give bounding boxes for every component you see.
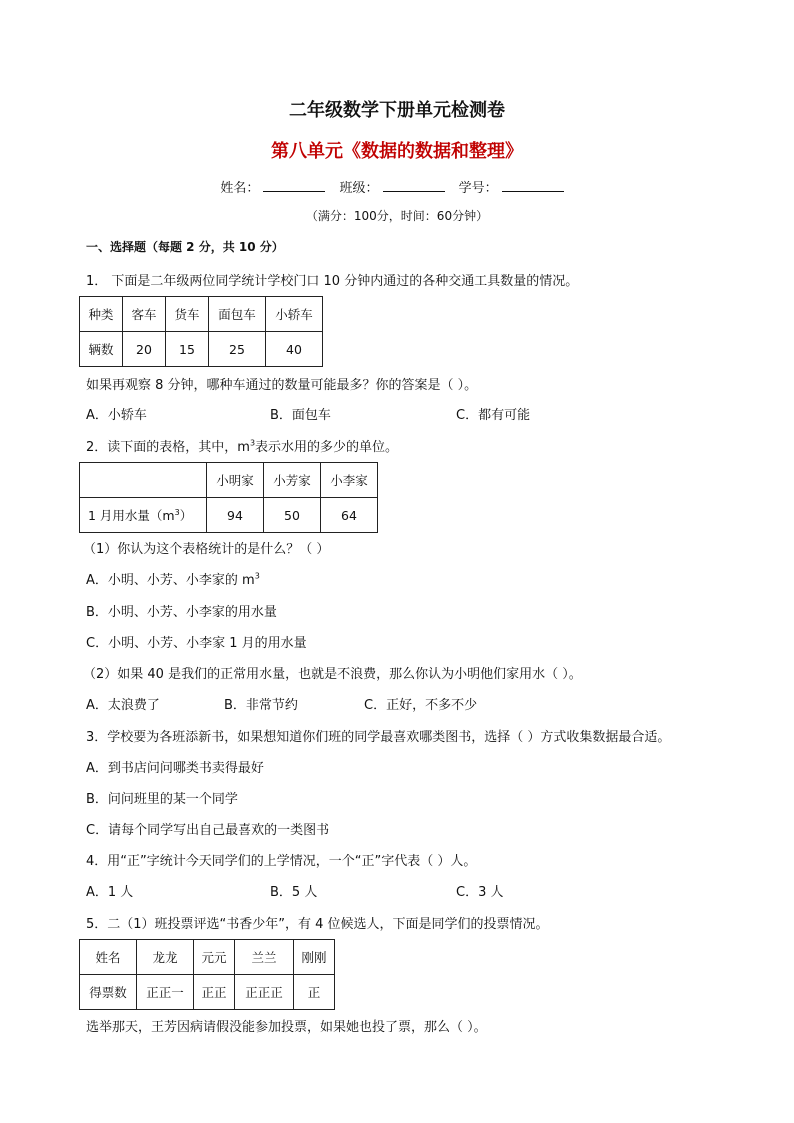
q4-option-c[interactable]: C．3 人 xyxy=(456,885,504,900)
name-label: 姓名： xyxy=(220,181,260,196)
table-cell: 15 xyxy=(166,332,209,367)
q2-table xyxy=(79,462,378,533)
table-cell: 正 xyxy=(294,975,335,1010)
table-cell: 正正正 xyxy=(235,975,294,1010)
table-row xyxy=(80,498,378,533)
q1-stem: 1． 下面是二年级两位同学统计学校门口 10 分钟内通过的各种交通工具数量的情况。 xyxy=(86,274,579,289)
table-cell: 种类 xyxy=(80,297,123,332)
table-cell: 小李家 xyxy=(321,463,378,498)
q2-sub2-option-c[interactable]: C．正好，不多不少 xyxy=(364,698,478,713)
table-cell: 正正一 xyxy=(137,975,194,1010)
table-cell: 40 xyxy=(266,332,323,367)
q2-sub2-option-b[interactable]: B．非常节约 xyxy=(224,698,298,713)
id-blank[interactable] xyxy=(502,179,564,192)
class-blank[interactable] xyxy=(383,179,445,192)
table-cell: 94 xyxy=(207,498,264,533)
q3-option-a[interactable]: A．到书店问问哪类书卖得最好 xyxy=(86,761,264,776)
table-cell: 小轿车 xyxy=(266,297,323,332)
q3-stem: 3．学校要为各班添新书，如果想知道你们班的同学最喜欢哪类图书，选择（ ）方式收集数据最合适。 xyxy=(86,730,671,745)
table-row xyxy=(80,297,323,332)
q1-question: 如果再观察 8 分钟，哪种车通过的数量可能最多？你的答案是（ ）。 xyxy=(86,378,478,393)
q1-option-c[interactable]: C．都有可能 xyxy=(456,408,531,423)
row-label-post: ） xyxy=(179,508,193,523)
table-cell: 20 xyxy=(123,332,166,367)
q1-option-a[interactable]: A．小轿车 xyxy=(86,408,147,423)
table-cell: 姓名 xyxy=(80,940,137,975)
table-cell: 元元 xyxy=(194,940,235,975)
q5-question: 选举那天，王芳因病请假没能参加投票，如果她也投了票，那么（ ）。 xyxy=(86,1020,487,1035)
q2-stem xyxy=(86,436,398,455)
table-cell: 客车 xyxy=(123,297,166,332)
table-cell: 正正 xyxy=(194,975,235,1010)
table-row xyxy=(80,975,335,1010)
table-cell: 50 xyxy=(264,498,321,533)
row-label-pre: 1 月用水量（m xyxy=(88,508,175,523)
table-row xyxy=(80,332,323,367)
table-cell: 辆数 xyxy=(80,332,123,367)
page-subtitle: 第八单元《数据的数据和整理》 xyxy=(271,141,523,162)
q3-option-b[interactable]: B．问问班里的某一个同学 xyxy=(86,792,238,807)
table-cell: 得票数 xyxy=(80,975,137,1010)
table-cell: 小明家 xyxy=(207,463,264,498)
q2-sub1: （1）你认为这个表格统计的是什么？（ ） xyxy=(83,542,330,557)
table-cell: 货车 xyxy=(166,297,209,332)
q3-option-c[interactable]: C．请每个同学写出自己最喜欢的一类图书 xyxy=(86,823,330,838)
class-label: 班级： xyxy=(339,181,379,196)
table-cell: 龙龙 xyxy=(137,940,194,975)
q4-option-a[interactable]: A．1 人 xyxy=(86,885,134,900)
q2-stem-sup: 3 xyxy=(249,438,256,448)
q2-sub1-option-a[interactable] xyxy=(86,569,260,588)
table-row xyxy=(80,463,378,498)
student-info-line xyxy=(0,177,794,196)
exam-note: （满分：100分，时间：60分钟） xyxy=(305,209,489,223)
q5-stem: 5．二（1）班投票评选“书香少年”，有 4 位候选人，下面是同学们的投票情况。 xyxy=(86,917,549,932)
name-blank[interactable] xyxy=(263,179,325,192)
q4-stem: 4．用“正”字统计今天同学们的上学情况，一个“正”字代表（ ）人。 xyxy=(86,854,477,869)
table-cell: 面包车 xyxy=(209,297,266,332)
table-cell xyxy=(80,463,207,498)
q2-sub1-option-c[interactable]: C．小明、小芳、小李家 1 月的用水量 xyxy=(86,636,307,651)
q5-table xyxy=(79,939,335,1010)
q2-stem-post: 表示水用的多少的单位。 xyxy=(255,440,399,455)
q4-option-b[interactable]: B．5 人 xyxy=(270,885,318,900)
table-cell: 兰兰 xyxy=(235,940,294,975)
section-heading: 一、选择题（每题 2 分，共 10 分） xyxy=(86,240,284,254)
q2-sub2-option-a[interactable]: A．太浪费了 xyxy=(86,698,160,713)
q2-sub1-option-b[interactable]: B．小明、小芳、小李家的用水量 xyxy=(86,605,277,620)
q2-stem-pre: 2．读下面的表格，其中，m xyxy=(86,440,250,455)
id-label: 学号： xyxy=(458,181,498,196)
q1-table xyxy=(79,296,323,367)
q2-sub1-option-a-sup: 3 xyxy=(254,571,260,581)
q2-sub1-option-a-text: A．小明、小芳、小李家的 m xyxy=(86,573,255,588)
q2-sub2: （2）如果 40 是我们的正常用水量，也就是不浪费，那么你认为小明他们家用水（ ）。 xyxy=(83,667,582,682)
q1-option-b[interactable]: B．面包车 xyxy=(270,408,331,423)
row-label-sup: 3 xyxy=(174,507,180,517)
table-cell xyxy=(80,498,207,533)
table-cell: 25 xyxy=(209,332,266,367)
page-title: 二年级数学下册单元检测卷 xyxy=(289,100,505,121)
table-row xyxy=(80,940,335,975)
table-cell: 小芳家 xyxy=(264,463,321,498)
table-cell: 刚刚 xyxy=(294,940,335,975)
table-cell: 64 xyxy=(321,498,378,533)
